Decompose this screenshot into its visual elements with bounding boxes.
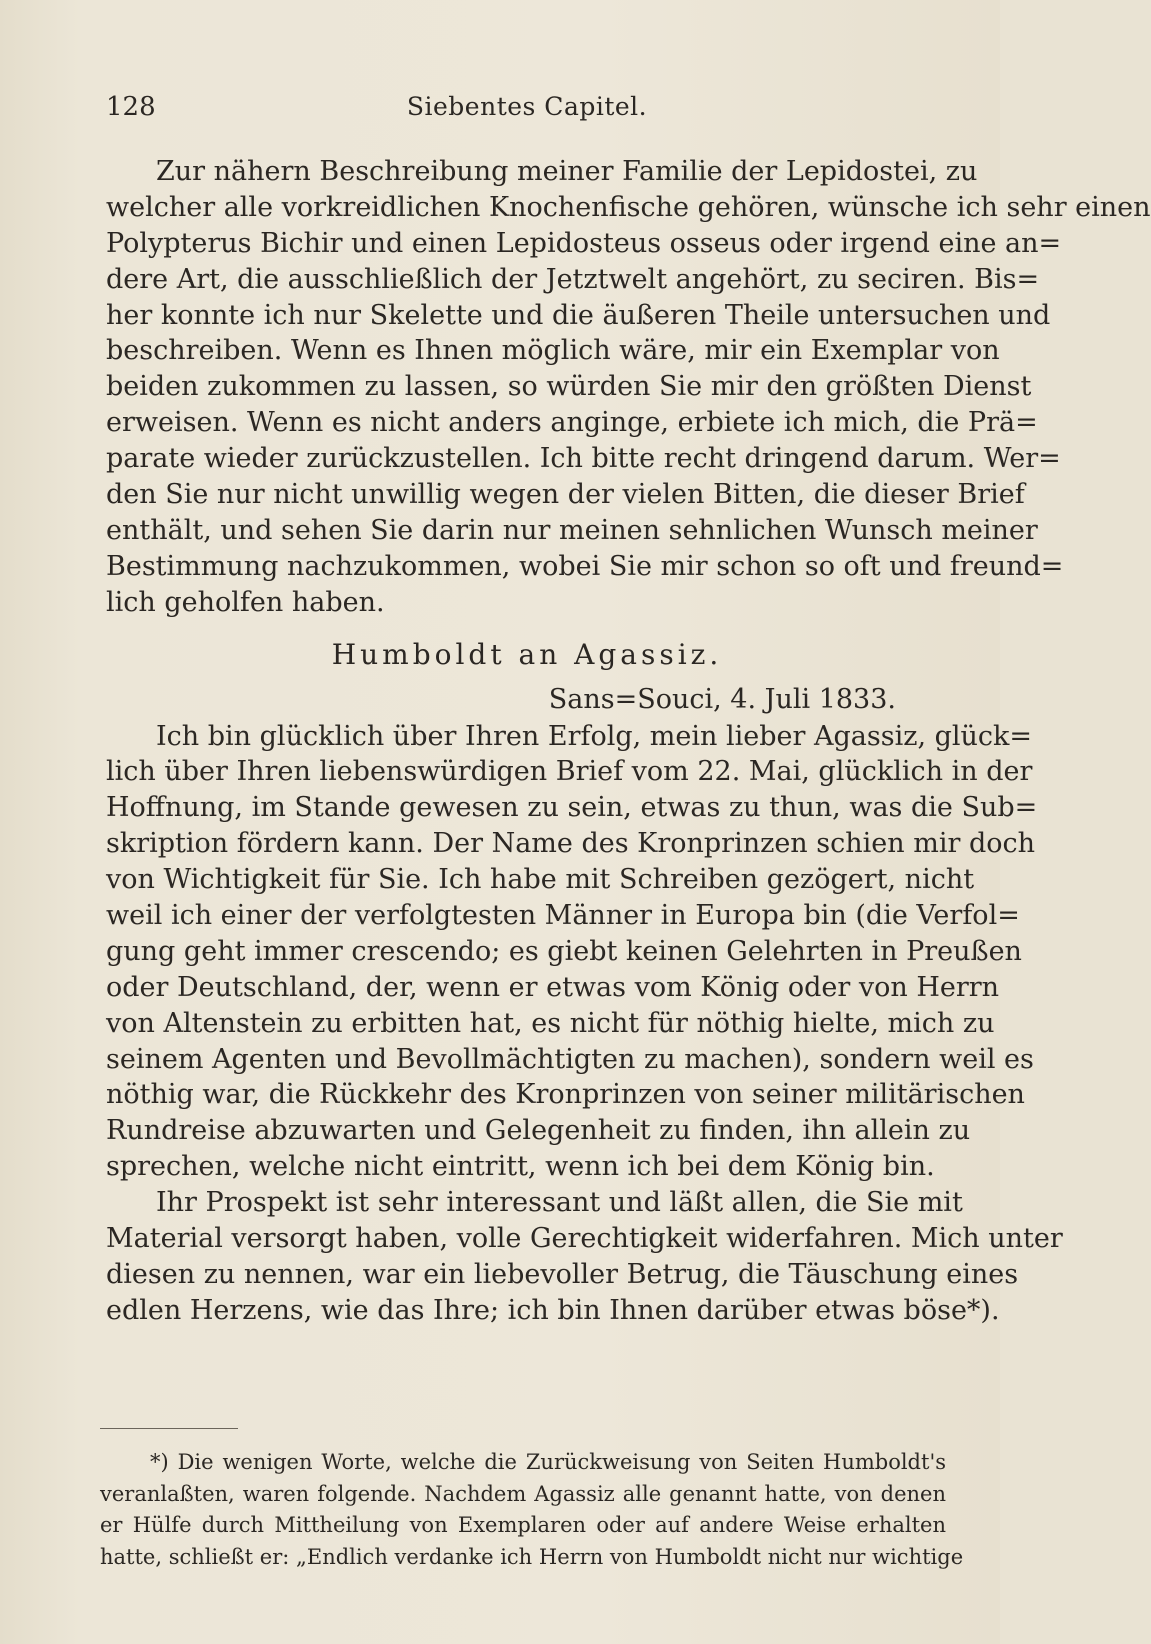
text-line: erweisen. Wenn es nicht anders anginge, erbiete ich mich, die Prä= bbox=[106, 407, 1038, 439]
text-line: Ich bin glücklich über Ihren Erfolg, mein lieber Agassiz, glück= bbox=[156, 720, 1033, 752]
text-line: diesen zu nennen, war ein liebevoller Betrug, die Täuschung eines bbox=[106, 1258, 1019, 1290]
footnote-line: hatte, schließt er: „Endlich verdanke ich Herrn von Humboldt nicht nur wichtige bbox=[100, 1544, 964, 1569]
paragraph-2 bbox=[106, 719, 1038, 1186]
paragraph-1 bbox=[106, 154, 1151, 621]
text-line: von Wichtigkeit für Sie. Ich habe mit Schreiben gezögert, nicht bbox=[106, 864, 975, 896]
text-line: enthält, und sehen Sie darin nur meinen sehnlichen Wunsch meiner bbox=[106, 514, 1038, 546]
text-line: oder Deutschland, der, wenn er etwas vom König oder von Herrn bbox=[106, 971, 1000, 1003]
text-line: seinem Agenten und Bevollmächtigten zu machen), sondern weil es bbox=[106, 1043, 1034, 1075]
footnote-line: veranlaßten, waren folgende. Nachdem Agassiz alle genannt hatte, von denen bbox=[100, 1481, 946, 1506]
footnote bbox=[100, 1447, 964, 1573]
text-line: parate wieder zurückzustellen. Ich bitte recht dringend darum. Wer= bbox=[106, 443, 1061, 475]
page-body bbox=[106, 154, 1151, 1329]
text-line: gung geht immer crescendo; es giebt keinen Gelehrten in Preußen bbox=[106, 935, 1022, 967]
text-line: Polypterus Bichir und einen Lepidosteus osseus oder irgend eine an= bbox=[106, 227, 1062, 259]
page-header bbox=[106, 92, 948, 132]
text-line: beiden zukommen zu lassen, so würden Sie mir den größten Dienst bbox=[106, 371, 1032, 403]
text-line: Ihr Prospekt ist sehr interessant und läßt allen, die Sie mit bbox=[156, 1187, 963, 1219]
footnote-line: *) Die wenigen Worte, welche die Zurückweisung von Seiten Humboldt's bbox=[150, 1450, 946, 1474]
text-line: Rundreise abzuwarten und Gelegenheit zu finden, ihn allein zu bbox=[106, 1115, 971, 1147]
text-line: her konnte ich nur Skelette und die äußeren Theile untersuchen und bbox=[106, 299, 1051, 331]
text-line: dere Art, die ausschließlich der Jetztwelt angehört, zu seciren. Bis= bbox=[106, 263, 1040, 295]
text-line: edlen Herzens, wie das Ihre; ich bin Ihnen darüber etwas böse*). bbox=[106, 1294, 1000, 1326]
text-line: von Altenstein zu erbitten hat, es nicht für nöthig hielte, mich zu bbox=[106, 1007, 995, 1039]
page-number: 128 bbox=[106, 92, 156, 122]
footnote-rule bbox=[100, 1428, 238, 1429]
text-line: welcher alle vorkreidlichen Knochenfische gehören, wünsche ich sehr einen bbox=[106, 191, 1151, 223]
text-line: beschreiben. Wenn es Ihnen möglich wäre, mir ein Exemplar von bbox=[106, 335, 1000, 367]
letter-dateline: Sans=Souci, 4. Juli 1833. bbox=[548, 683, 896, 715]
text-line: sprechen, welche nicht eintritt, wenn ich bei dem König bin. bbox=[106, 1151, 935, 1183]
footnote-line: er Hülfe durch Mittheilung von Exemplaren oder auf andere Weise erhalten bbox=[100, 1513, 946, 1537]
text-line: Zur nähern Beschreibung meiner Familie der Lepidostei, zu bbox=[156, 156, 978, 187]
text-line: lich über Ihren liebenswürdigen Brief vom 22. Mai, glücklich in der bbox=[106, 756, 1033, 788]
text-line: nöthig war, die Rückkehr des Kronprinzen von seiner militärischen bbox=[106, 1079, 1025, 1111]
running-head: Siebentes Capitel. bbox=[406, 92, 648, 121]
paragraph-3 bbox=[106, 1185, 1063, 1329]
text-line: lich geholfen haben. bbox=[106, 586, 385, 618]
letter-heading: Humboldt an Agassiz. bbox=[331, 637, 723, 671]
text-line: weil ich einer der verfolgtesten Männer in Europa bin (die Verfol= bbox=[106, 900, 1020, 932]
text-line: Material versorgt haben, volle Gerechtigkeit widerfahren. Mich unter bbox=[106, 1223, 1063, 1255]
text-line: den Sie nur nicht unwillig wegen der vielen Bitten, die dieser Brief bbox=[106, 479, 1025, 511]
text-line: Hoffnung, im Stande gewesen zu sein, etwas zu thun, was die Sub= bbox=[106, 792, 1038, 824]
text-line: Bestimmung nachzukommen, wobei Sie mir schon so oft und freund= bbox=[106, 550, 1064, 582]
text-line: skription fördern kann. Der Name des Kronprinzen schien mir doch bbox=[106, 828, 1035, 860]
